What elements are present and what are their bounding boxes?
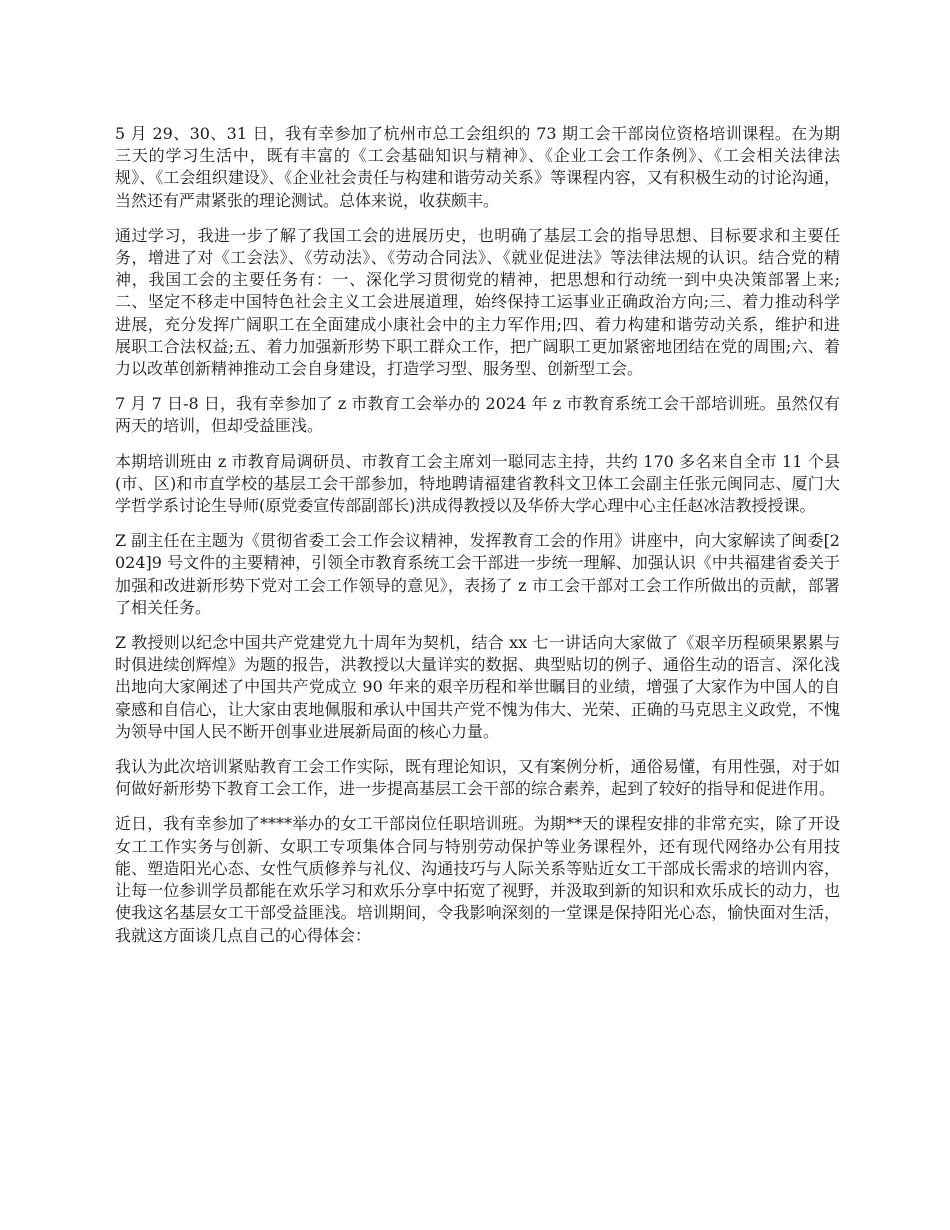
paragraph-4: 本期培训班由 z 市教育局调研员、市教育工会主席刘一聪同志主持，共约 170 多名来自全市 11 个县(市、区)和市直学校的基层工会干部参加，特地聘请福建省教科文卫体工会副主任张元闽同志、厦门大学哲学系讨论生导师(原党委宣传部副部长)洪成得教授以及华侨大学心理中心主任赵冰洁教授授课。	[115, 451, 840, 516]
paragraph-7: 我认为此次培训紧贴教育工会工作实际，既有理论知识，又有案例分析，通俗易懂，有用性强，对于如何做好新形势下教育工会工作，进一步提高基层工会干部的综合素养，起到了较好的指导和促进作用。	[115, 757, 840, 799]
paragraph-2: 通过学习，我进一步了解了我国工会的进展历史，也明确了基层工会的指导思想、目标要求和主要任务，增进了对《工会法》、《劳动法》、《劳动合同法》、《就业促进法》等法律法规的认识。结合党的精神，我国工会的主要任务有：一、深化学习贯彻党的精神，把思想和行动统一到中央决策部署上来;二、坚定不移走中国特色社会主义工会进展道理，始终保持工运事业正确政治方向;三、着力推动科学进展，充分发挥广阔职工在全面建成小康社会中的主力军作用;四、着力构建和谐劳动关系，维护和进展职工合法权益;五、着力加强新形势下职工群众工作，把广阔职工更加紧密地团结在党的周围;六、着力以改革创新精神推动工会自身建设，打造学习型、服务型、创新型工会。	[115, 225, 840, 379]
paragraph-8: 近日，我有幸参加了****举办的女工干部岗位任职培训班。为期**天的课程安排的非常充实，除了开设女工工作实务与创新、女职工专项集体合同与特别劳动保护等业务课程外，还有现代网络办公有用技能、塑造阳光心态、女性气质修养与礼仪、沟通技巧与人际关系等贴近女工干部成长需求的培训内容，让每一位参训学员都能在欢乐学习和欢乐分享中拓宽了视野，并汲取到新的知识和欢乐成长的动力，也使我这名基层女工干部受益匪浅。培训期间，令我影响深刻的一堂课是保持阳光心态，愉快面对生活，我就这方面谈几点自己的心得体会：	[115, 814, 840, 945]
paragraph-3: 7 月 7 日-8 日，我有幸参加了 z 市教育工会举办的 2024 年 z 市教育系统工会干部培训班。虽然仅有两天的培训，但却受益匪浅。	[115, 394, 840, 436]
paragraph-5: Z 副主任在主题为《贯彻省委工会工作会议精神，发挥教育工会的作用》讲座中，向大家解读了闽委[2024]9 号文件的主要精神，引领全市教育系统工会干部进一步统一理解、加强认识《中共福建省委关于加强和改进新形势下党对工会工作领导的意见》，表扬了 z 市工会干部对工会工作所做出的贡献，部署了相关任务。	[115, 531, 840, 617]
paragraph-6: Z 教授则以纪念中国共产党建党九十周年为契机，结合 xx 七一讲话向大家做了《艰辛历程硕果累累与时俱进续创辉煌》为题的报告，洪教授以大量详实的数据、典型贴切的例子、通俗生动的语言、深化浅出地向大家阐述了中国共产党成立 90 年来的艰辛历程和举世瞩目的业绩，增强了大家作为中国人的自豪感和自信心，让大家由衷地佩服和承认中国共产党不愧为伟大、光荣、正确的马克思主义政党，不愧为领导中国人民不断开创事业进展新局面的核心力量。	[115, 633, 840, 741]
document-body	[115, 123, 840, 960]
paragraph-1: 5 月 29、30、31 日，我有幸参加了杭州市总工会组织的 73 期工会干部岗位资格培训课程。在为期三天的学习生活中，既有丰富的《工会基础知识与精神》、《企业工会工作条例》、《工会相关法律法规》、《工会组织建设》、《企业社会责任与构建和谐劳动关系》等课程内容，又有积极生动的讨论沟通，当然还有严肃紧张的理论测试。总体来说，收获颇丰。	[115, 124, 840, 210]
